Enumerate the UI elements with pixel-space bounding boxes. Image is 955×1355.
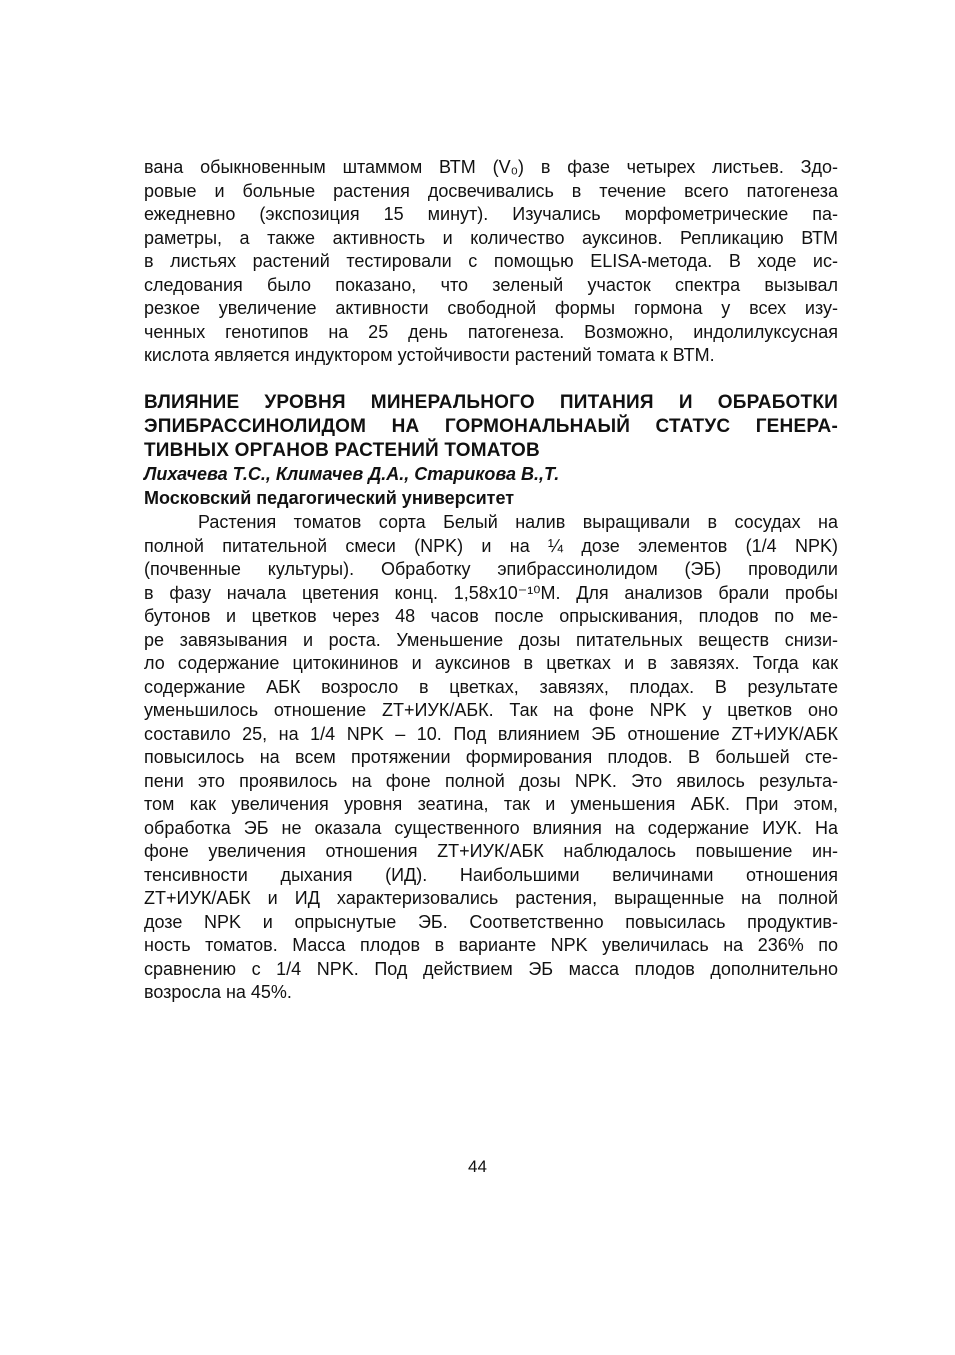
text-line: в листьях растений тестировали с помощью ELISA-метода. В ходе ис- [144, 251, 838, 271]
text-line: возросла на 45%. [144, 982, 292, 1002]
title-line: ВЛИЯНИЕ УРОВНЯ МИНЕРАЛЬНОГО ПИТАНИЯ И ОБРАБОТКИ [144, 392, 838, 413]
title-line: ТИВНЫХ ОРГАНОВ РАСТЕНИЙ ТОМАТОВ [144, 440, 540, 461]
text-line: том как увеличения уровня зеатина, так и уменьшения АБК. При этом, [144, 794, 838, 814]
text-line: полной питательной смеси (NPK) и на ¼ дозе элементов (1/4 NPK) [144, 535, 838, 556]
text-line: тенсивности дыхания (ИД). Наибольшими величинами отношения [144, 864, 838, 885]
text-line: ность томатов. Масса плодов в варианте NPK увеличилась на 236% по [144, 935, 838, 955]
text-line: дозе NPK и опрыснутые ЭБ. Соответственно повысилась продуктив- [144, 911, 838, 932]
text-line: повысилось на всем протяжении формирования плодов. В большей сте- [144, 747, 838, 767]
text-line: ровые и больные растения досвечивались в течение всего патогенеза [144, 180, 838, 201]
text-line: (почвенные культуры). Обработку эпибрассинолидом (ЭБ) проводили [144, 559, 838, 579]
text-line: фоне увеличения отношения ZT+ИУК/АБК наблюдалось повышение ин- [144, 841, 838, 861]
text-line: вана обыкновенным штаммом ВТМ (V₀) в фазе четырех листьев. Здо- [144, 157, 838, 177]
text-line: следования было показано, что зеленый участок спектра вызывал [144, 274, 838, 295]
text-line: уменьшилось отношение ZT+ИУК/АБК. Так на фоне NPK у цветков оно [144, 700, 838, 720]
title-line: ЭПИБРАССИНОЛИДОМ НА ГОРМОНАЛЬНАЫЙ СТАТУС ГЕНЕРА- [144, 416, 838, 437]
text-line: кислота является индуктором устойчивости растений томата к ВТМ. [144, 345, 715, 365]
text-line: резкое увеличение активности свободной формы гормона у всех изу- [144, 298, 838, 318]
text-line: ло содержание цитокининов и ауксинов в цветках и в завязях. Тогда как [144, 653, 838, 673]
text-line: пени это проявилось на фоне полной дозы NPK. Это явилось результа- [144, 770, 838, 791]
text-line: сравнению с 1/4 NPK. Под действием ЭБ масса плодов дополнительно [144, 958, 838, 979]
article-affiliation: Московский педагогический университет [144, 488, 515, 508]
article-title [144, 391, 838, 463]
text-line: раметры, а также активность и количество ауксинов. Репликацию ВТМ [144, 227, 838, 248]
text-line: в фазу начала цветения конц. 1,58х10⁻¹⁰М. Для анализов брали пробы [144, 582, 838, 603]
article-body [144, 511, 838, 1005]
text-line: ежедневно (экспозиция 15 минут). Изучались морфометрические па- [144, 204, 838, 224]
text-line: содержание АБК возросло в цветках, завязях, плодах. В результате [144, 676, 838, 697]
text-line: обработка ЭБ не оказала существенного влияния на содержание ИУК. На [144, 817, 838, 838]
text-line: бутонов и цветков через 48 часов после опрыскивания, плодов по ме- [144, 606, 838, 626]
text-line: ченных генотипов на 25 день патогенеза. Возможно, индолилуксусная [144, 321, 838, 342]
text-line: составило 25, на 1/4 NPK – 10. Под влиянием ЭБ отношение ZT+ИУК/АБК [144, 723, 838, 744]
article-authors: Лихачева Т.С., Климачев Д.А., Старикова В.,Т. [144, 464, 560, 484]
intro-paragraph [144, 156, 838, 368]
text-line: ZT+ИУК/АБК и ИД характеризовались растения, выращенные на полной [144, 888, 838, 908]
page-number: 44 [468, 1157, 487, 1176]
text-line: ре завязывания и роста. Уменьшение дозы питательных веществ снизи- [144, 629, 838, 650]
text-line: Растения томатов сорта Белый налив выращивали в сосудах на [198, 512, 838, 532]
